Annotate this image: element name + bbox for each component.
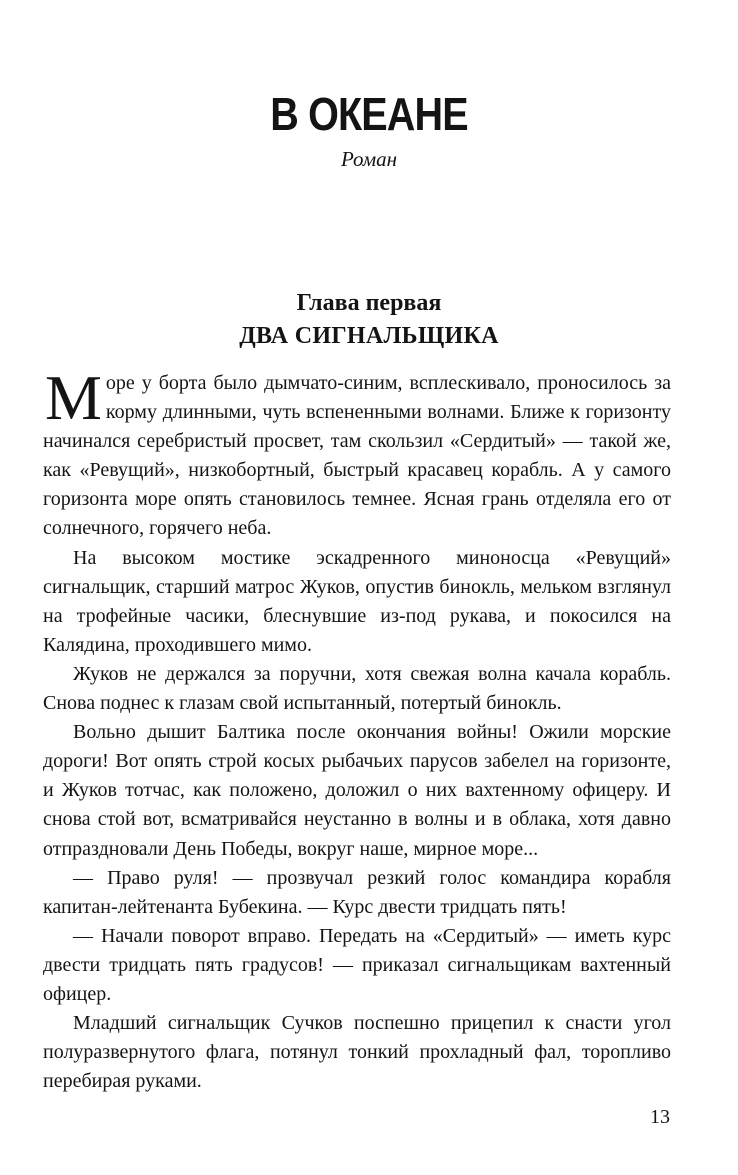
paragraph-1-text: оре у борта было дымчато-синим, всплескивало, проносилось за корму длинными, чуть вспененными волнами. Ближе к горизонту начинался серебристый просвет, там скользил «Сердитый» — такой же, как «Ревущий», низкобортный, быстрый красавец корабль. А у самого горизонта море опять становилось темнее. Ясная грань отделяла его от солнечного, горячего неба. [43,372,671,540]
paragraph-2: На высоком мостике эскадренного миноносца «Ревущий» сигнальщик, старший матрос Жуков, опустив бинокль, мельком взглянул на трофейные часики, блеснувшие из-под рукава, и покосился на Калядина, проходившего мимо. [43,546,671,656]
paragraph-7: Младший сигнальщик Сучков поспешно прицепил к снасти угол полуразвернутого флага, потянул тонкий прохладный фал, торопливо перебирая руками. [43,1012,671,1093]
page-number: 13 [650,1106,670,1128]
drop-cap: М [45,362,102,433]
chapter-label: Глава первая [296,290,442,316]
paragraph-1 [43,362,671,544]
paragraph-4: Вольно дышит Балтика после окончания войны! Ожили морские дороги! Вот опять строй косых рыбачьих парусов забелел на горизонте, и Жуков тотчас, как положено, доложил о них вахтенному офицеру. И снова стой вот, всматривайся неустанно в волны и в облака, хотя давно отпраздновали День Победы, вокруг наше, мирное море... [43,721,671,860]
book-title: В ОКЕАНЕ [270,88,468,140]
chapter-title: ДВА СИГНАЛЬЩИКА [239,323,499,349]
paragraph-3: Жуков не держался за поручни, хотя свежая волна качала корабль. Снова поднес к глазам свой испытанный, потертый бинокль. [43,662,671,715]
paragraph-6: — Начали поворот вправо. Передать на «Сердитый» — иметь курс двести тридцать пять градусов! — приказал сигнальщикам вахтенный офицер. [43,924,671,1005]
body-text [43,362,671,1096]
paragraph-5: — Право руля! — прозвучал резкий голос командира корабля капитан-лейтенанта Бубекина. — Курс двести тридцать пять! [43,866,671,918]
book-subtitle: Роман [340,147,398,171]
